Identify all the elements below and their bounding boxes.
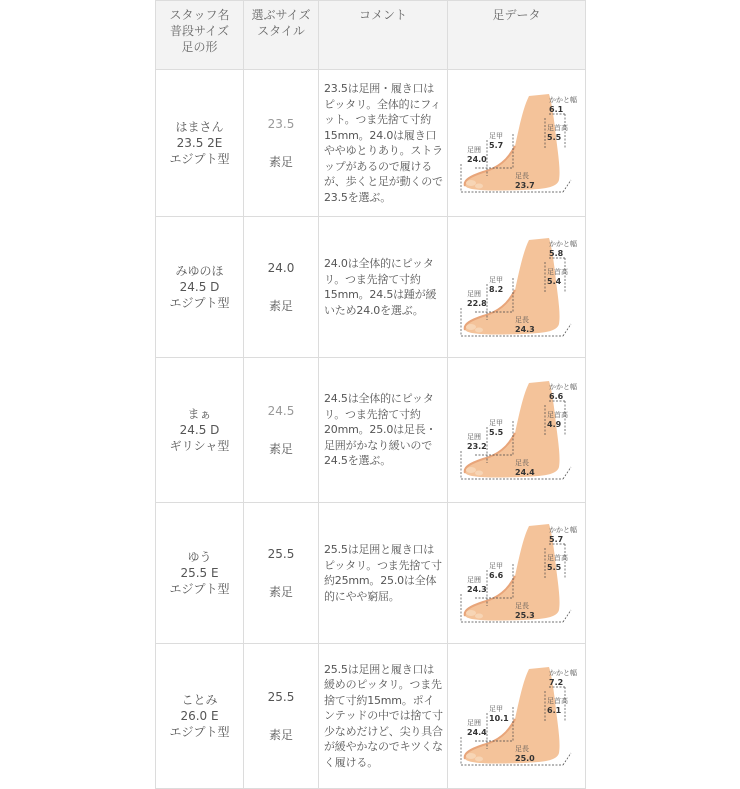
heel-value: 6.6	[548, 392, 563, 401]
staff-name: みゆのほ	[175, 264, 224, 278]
staff-foot-shape: エジプト型	[169, 725, 230, 739]
staff-usual-size: 24.5 D	[179, 280, 220, 294]
ankle-label: 足首高	[546, 268, 568, 276]
header-size	[244, 1, 319, 70]
staff-foot-shape: エジプト型	[169, 582, 230, 596]
toe-mark	[466, 610, 476, 616]
ankle-label: 足首高	[546, 124, 568, 132]
comment-cell	[319, 358, 448, 503]
ankle-value: 5.5	[546, 563, 561, 572]
header-usual-size: 普段サイズ	[169, 24, 230, 38]
staff-usual-size: 26.0 E	[180, 709, 219, 723]
foot-data-cell	[448, 358, 586, 503]
staff-usual-size: 25.5 E	[180, 566, 219, 580]
foot-diagram	[453, 88, 581, 198]
girth-value: 24.3	[466, 585, 487, 594]
girth-label: 足囲	[466, 146, 481, 154]
girth-value: 24.4	[466, 728, 487, 737]
toe-mark	[475, 184, 483, 189]
header-comment-label: コメント	[358, 8, 407, 22]
ankle-value: 4.9	[546, 420, 561, 429]
foot-shape	[464, 381, 559, 478]
chosen-size: 25.5	[267, 546, 295, 561]
header-staff	[156, 1, 244, 70]
comment-text: 25.5は足囲と履き口は緩めのピッタリ。つま先捨て寸約15mm。ポインテッドの中では捨て寸少なめだけど、尖り具合が緩やかなのでキツくなく履ける。	[324, 662, 443, 769]
instep-value: 6.6	[488, 571, 503, 580]
staff-cell	[156, 503, 244, 644]
toe-mark	[466, 467, 476, 473]
girth-label: 足囲	[466, 576, 481, 584]
heel-label: かかと幅	[548, 240, 577, 248]
size-cell	[244, 644, 319, 789]
header-staff-name: スタッフ名	[169, 8, 230, 22]
ankle-value: 5.5	[546, 133, 561, 142]
length-value: 24.3	[514, 325, 535, 334]
instep-value: 5.5	[488, 428, 503, 437]
toe-mark	[475, 757, 483, 762]
toe-mark	[466, 180, 476, 186]
length-value: 25.3	[514, 611, 535, 620]
toe-mark	[475, 471, 483, 476]
comment-cell	[319, 644, 448, 789]
foot-diagram	[453, 661, 581, 771]
instep-label: 足甲	[488, 276, 503, 284]
staff-cell	[156, 644, 244, 789]
ankle-value: 5.4	[546, 277, 561, 286]
girth-value: 23.2	[466, 442, 487, 451]
staff-name: ゆう	[187, 550, 212, 564]
wear-style: 素足	[268, 298, 293, 313]
comment-text: 23.5は足囲・履き口はピッタリ。全体的にフィット。つま先捨て寸約15mm。24.0は履き口ややゆとりあり。ストラップがあるので履けるが、歩くと足が動くので23.5を選ぶ。	[324, 82, 443, 204]
staff-cell	[156, 217, 244, 358]
wear-style: 素足	[268, 727, 293, 742]
staff-foot-shape: エジプト型	[169, 296, 230, 310]
size-comparison-table	[155, 0, 586, 789]
toe-mark	[466, 753, 476, 759]
comment-cell	[319, 217, 448, 358]
length-label: 足長	[514, 316, 529, 324]
header-style: スタイル	[257, 24, 305, 38]
size-cell	[244, 358, 319, 503]
header-chosen-size: 選ぶサイズ	[251, 8, 311, 22]
comment-text: 24.5は全体的にピッタリ。つま先捨て寸約20mm。25.0は足長・足囲がかなり緩いので24.5を選ぶ。	[324, 392, 437, 468]
table-row	[156, 70, 586, 217]
table-header-row	[156, 1, 586, 70]
table-row	[156, 217, 586, 358]
girth-label: 足囲	[466, 433, 481, 441]
size-cell	[244, 217, 319, 358]
foot-shape	[464, 238, 559, 335]
foot-shape	[464, 524, 559, 621]
header-foot-data-label: 足データ	[492, 8, 541, 22]
instep-label: 足甲	[488, 705, 503, 713]
toe-mark	[466, 324, 476, 330]
size-cell	[244, 70, 319, 217]
table-row	[156, 503, 586, 644]
heel-value: 6.1	[548, 105, 563, 114]
comment-cell	[319, 70, 448, 217]
wear-style: 素足	[268, 154, 293, 169]
wear-style: 素足	[268, 441, 293, 456]
staff-usual-size: 23.5 2E	[176, 136, 223, 150]
staff-usual-size: 24.5 D	[179, 423, 220, 437]
heel-label: かかと幅	[548, 383, 577, 391]
heel-label: かかと幅	[548, 526, 577, 534]
foot-data-cell	[448, 217, 586, 358]
length-label: 足長	[514, 745, 529, 753]
comment-cell	[319, 503, 448, 644]
toe-mark	[475, 328, 483, 333]
instep-label: 足甲	[488, 419, 503, 427]
girth-label: 足囲	[466, 719, 481, 727]
table-row	[156, 644, 586, 789]
length-value: 24.4	[514, 468, 535, 477]
length-value: 25.0	[514, 754, 535, 763]
instep-label: 足甲	[488, 132, 503, 140]
header-foot-data	[448, 1, 586, 70]
girth-value: 24.0	[466, 155, 487, 164]
girth-label: 足囲	[466, 290, 481, 298]
heel-label: かかと幅	[548, 669, 577, 677]
foot-diagram	[453, 518, 581, 628]
chosen-size: 23.5	[267, 116, 295, 131]
heel-value: 5.7	[548, 535, 563, 544]
instep-label: 足甲	[488, 562, 503, 570]
ankle-label: 足首高	[546, 554, 568, 562]
ankle-label: 足首高	[546, 697, 568, 705]
header-comment	[319, 1, 448, 70]
staff-name: ことみ	[181, 693, 218, 707]
ankle-label: 足首高	[546, 411, 568, 419]
staff-cell	[156, 70, 244, 217]
staff-foot-shape: エジプト型	[169, 152, 230, 166]
table-row	[156, 358, 586, 503]
size-cell	[244, 503, 319, 644]
heel-label: かかと幅	[548, 96, 577, 104]
foot-shape	[464, 94, 559, 191]
length-label: 足長	[514, 459, 529, 467]
comment-text: 24.0は全体的にピッタリ。つま先捨て寸約15mm。24.5は踵が緩いため24.0を選ぶ。	[324, 257, 437, 317]
foot-diagram	[453, 375, 581, 485]
chosen-size: 24.0	[267, 260, 295, 275]
foot-diagram	[453, 232, 581, 342]
wear-style: 素足	[268, 584, 293, 599]
header-foot-shape: 足の形	[181, 40, 218, 54]
length-label: 足長	[514, 172, 529, 180]
staff-cell	[156, 358, 244, 503]
heel-value: 7.2	[548, 678, 563, 687]
chosen-size: 25.5	[267, 689, 295, 704]
instep-value: 10.1	[488, 714, 509, 723]
foot-data-cell	[448, 70, 586, 217]
comment-text: 25.5は足囲と履き口はピッタリ。つま先捨て寸約25mm。25.0は全体的にやや窮屈。	[324, 543, 442, 603]
instep-value: 8.2	[488, 285, 503, 294]
staff-name: はまさん	[175, 120, 224, 134]
ankle-value: 6.1	[546, 706, 561, 715]
staff-foot-shape: ギリシャ型	[169, 439, 230, 453]
girth-value: 22.8	[466, 299, 487, 308]
foot-data-cell	[448, 644, 586, 789]
chosen-size: 24.5	[267, 403, 295, 418]
instep-value: 5.7	[488, 141, 503, 150]
length-label: 足長	[514, 602, 529, 610]
foot-shape	[464, 667, 559, 764]
heel-value: 5.8	[548, 249, 563, 258]
foot-data-cell	[448, 503, 586, 644]
size-comparison-table-wrapper	[155, 0, 585, 789]
staff-name: まぁ	[187, 407, 212, 421]
length-value: 23.7	[514, 181, 535, 190]
toe-mark	[475, 614, 483, 619]
